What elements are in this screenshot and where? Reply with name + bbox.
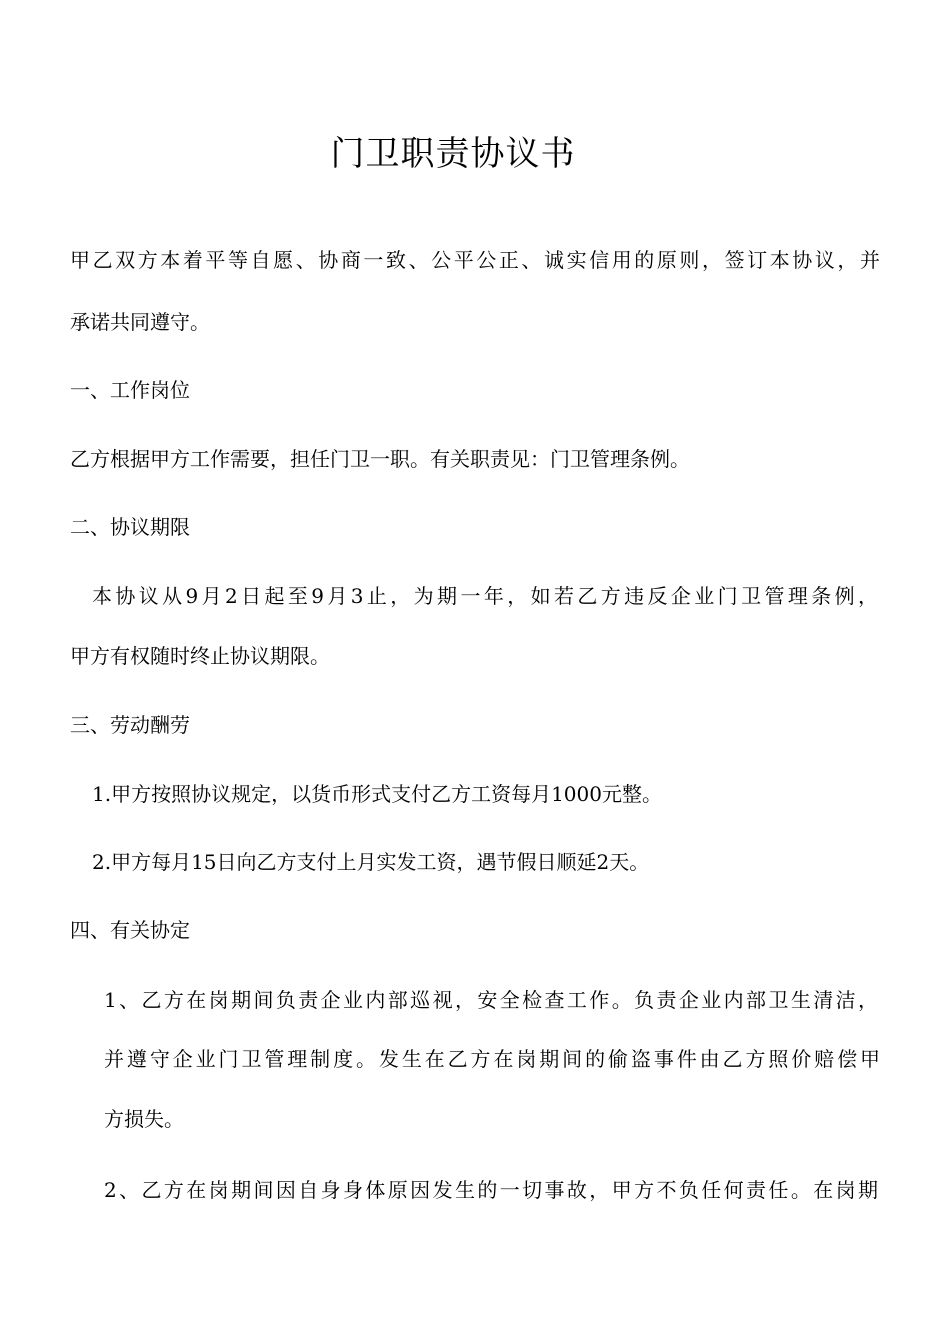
intro-line-2: 承诺共同遵守。 [70,310,210,334]
section-4-item-1-line-3: 方损失。 [104,1107,184,1131]
section-2-line-1: 本协议从9月2日起至9月3止，为期一年，如若乙方违反企业门卫管理条例， [92,584,878,608]
document-title: 门卫职责协议书 [330,134,576,174]
section-3-item-2: 2.甲方每月15日向乙方支付上月实发工资，遇节假日顺延2天。 [92,850,650,874]
section-1-heading: 一、工作岗位 [70,378,190,402]
section-4-item-2-line-1: 2、乙方在岗期间因自身身体原因发生的一切事故，甲方不负任何责任。在岗期 [104,1178,878,1202]
section-2-line-2: 甲方有权随时终止协议期限。 [70,644,330,668]
section-1-text: 乙方根据甲方工作需要，担任门卫一职。有关职责见：门卫管理条例。 [70,447,690,471]
section-3-item-1: 1.甲方按照协议规定，以货币形式支付乙方工资每月1000元整。 [92,782,662,806]
intro-line-1: 甲乙双方本着平等自愿、协商一致、公平公正、诚实信用的原则，签订本协议，并 [70,248,880,272]
section-4-item-1-line-2: 并遵守企业门卫管理制度。发生在乙方在岗期间的偷盗事件由乙方照价赔偿甲 [104,1047,880,1071]
section-4-heading: 四、有关协定 [70,918,190,942]
section-3-heading: 三、劳动酬劳 [70,713,190,737]
section-2-heading: 二、协议期限 [70,515,190,539]
section-4-item-1-line-1: 1、乙方在岗期间负责企业内部巡视，安全检查工作。负责企业内部卫生清洁， [104,988,878,1012]
